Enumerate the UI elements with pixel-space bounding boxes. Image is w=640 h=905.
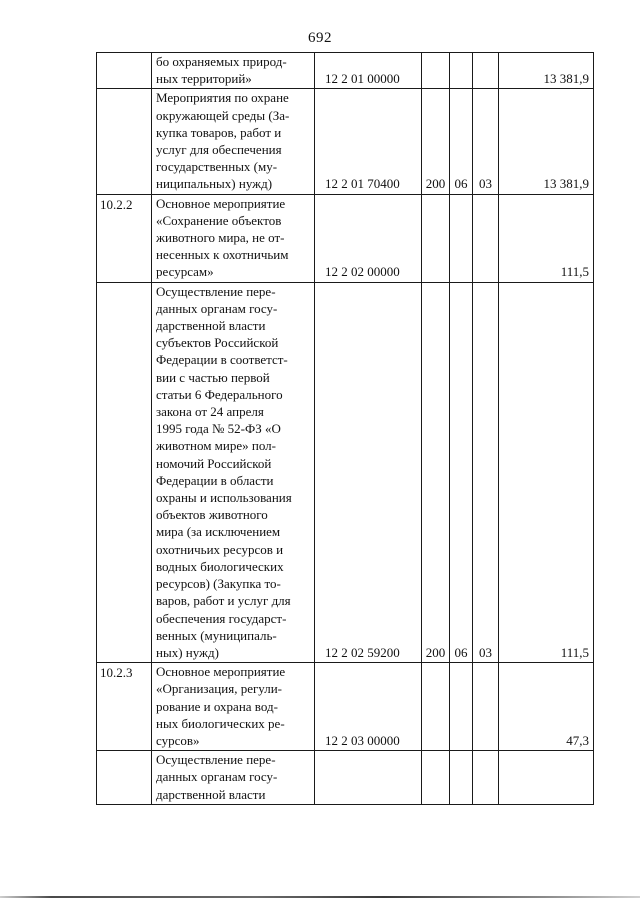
row-name-cell	[152, 89, 315, 194]
row-name-line: венных (муниципаль-	[156, 627, 277, 643]
row-name-line: 1995 года № 52-ФЗ «О	[156, 421, 281, 437]
row-name-line: дарственной власти	[156, 786, 266, 802]
row-name-line: статьи 6 Федерального	[156, 386, 283, 402]
subsection-code-cell	[473, 751, 499, 805]
row-name-line: дарственной власти	[156, 318, 266, 334]
target-article-code-cell: 12 2 01 00000	[315, 53, 422, 89]
section-code-cell: 06	[450, 282, 473, 662]
page-number: 692	[308, 30, 332, 46]
row-name-line: «Сохранение объектов	[156, 212, 282, 228]
subsection-code-cell: 03	[473, 282, 499, 662]
row-name-line: животном мире» пол-	[156, 438, 276, 454]
row-name-line: ресурсов) (Закупка то-	[156, 576, 281, 592]
row-name-line: Основное мероприятие	[156, 195, 286, 211]
row-name-cell	[152, 194, 315, 282]
row-name-line: охраны и использования	[156, 490, 292, 506]
row-name-line: Федерации в области	[156, 472, 274, 488]
row-name-line: Федерации в соответст-	[156, 352, 288, 368]
expense-type-cell: 200	[422, 282, 450, 662]
row-name-line: вии с частью первой	[156, 369, 270, 385]
row-number-cell: 10.2.2	[97, 194, 152, 282]
section-code-cell	[450, 663, 473, 751]
row-name-line: данных органам госу-	[156, 769, 278, 785]
table-row	[97, 53, 594, 89]
row-name-line: субъектов Российской	[156, 335, 279, 351]
row-name-line: ных биологических ре-	[156, 715, 285, 731]
row-name-line: обеспечения государст-	[156, 610, 287, 626]
target-article-code-cell: 12 2 03 00000	[315, 663, 422, 751]
row-name-line: несенных к охотничьим	[156, 247, 289, 263]
amount-cell: 13 381,9	[499, 89, 594, 194]
table-row	[97, 751, 594, 805]
expense-type-cell: 200	[422, 89, 450, 194]
expense-type-cell	[422, 53, 450, 89]
row-name-line: государственных (му-	[156, 159, 278, 175]
subsection-code-cell	[473, 194, 499, 282]
target-article-code-cell: 12 2 01 70400	[315, 89, 422, 194]
expense-type-cell	[422, 194, 450, 282]
amount-cell	[499, 751, 594, 805]
row-name-line: животного мира, не от-	[156, 230, 285, 246]
row-name-line: Осуществление пере-	[156, 752, 276, 768]
table-row	[97, 663, 594, 751]
row-number-cell	[97, 751, 152, 805]
section-code-cell	[450, 751, 473, 805]
row-number-cell	[97, 282, 152, 662]
row-name-line: бо охраняемых природ-	[156, 54, 287, 69]
table-row	[97, 282, 594, 662]
amount-cell: 111,5	[499, 194, 594, 282]
row-name-line: ниципальных) нужд)	[156, 176, 273, 192]
row-name-line: номочий Российской	[156, 455, 272, 471]
expense-type-cell	[422, 663, 450, 751]
row-name-line: объектов животного	[156, 507, 268, 523]
table-row	[97, 194, 594, 282]
section-code-cell: 06	[450, 89, 473, 194]
amount-cell: 13 381,9	[499, 53, 594, 89]
row-name-line: купка товаров, работ и	[156, 124, 282, 140]
row-name-line: водных биологических	[156, 558, 284, 574]
subsection-code-cell	[473, 53, 499, 89]
row-name-line: Основное мероприятие	[156, 664, 286, 680]
row-name-line: охотничьих ресурсов и	[156, 541, 284, 557]
row-name-line: сурсов»	[156, 732, 200, 748]
budget-table-body	[97, 53, 594, 805]
budget-table	[96, 52, 594, 805]
row-name-line: ресурсам»	[156, 264, 214, 280]
subsection-code-cell: 03	[473, 89, 499, 194]
section-code-cell	[450, 53, 473, 89]
row-name-cell	[152, 282, 315, 662]
target-article-code-cell	[315, 751, 422, 805]
row-number-cell: 10.2.3	[97, 663, 152, 751]
row-name-line: рование и охрана вод-	[156, 698, 278, 714]
row-name-line: закона от 24 апреля	[156, 404, 264, 420]
subsection-code-cell	[473, 663, 499, 751]
target-article-code-cell: 12 2 02 59200	[315, 282, 422, 662]
row-name-line: услуг для обеспечения	[156, 142, 282, 158]
section-code-cell	[450, 194, 473, 282]
row-name-line: ных) нужд)	[156, 644, 219, 660]
row-name-line: ных территорий»	[156, 71, 252, 87]
row-name-cell	[152, 663, 315, 751]
row-name-line: данных органам госу-	[156, 300, 278, 316]
amount-cell: 47,3	[499, 663, 594, 751]
amount-cell: 111,5	[499, 282, 594, 662]
row-name-cell	[152, 53, 315, 89]
row-name-line: «Организация, регули-	[156, 681, 283, 697]
table-row	[97, 89, 594, 194]
expense-type-cell	[422, 751, 450, 805]
row-number-cell	[97, 53, 152, 89]
row-number-cell	[97, 89, 152, 194]
row-name-line: окружающей среды (За-	[156, 107, 290, 123]
row-name-line: мира (за исключением	[156, 524, 281, 540]
row-name-cell	[152, 751, 315, 805]
row-name-line: Осуществление пере-	[156, 283, 276, 299]
target-article-code-cell: 12 2 02 00000	[315, 194, 422, 282]
row-name-line: Мероприятия по охране	[156, 90, 289, 106]
scan-bottom-edge	[0, 896, 640, 898]
row-name-line: варов, работ и услуг для	[156, 593, 291, 609]
